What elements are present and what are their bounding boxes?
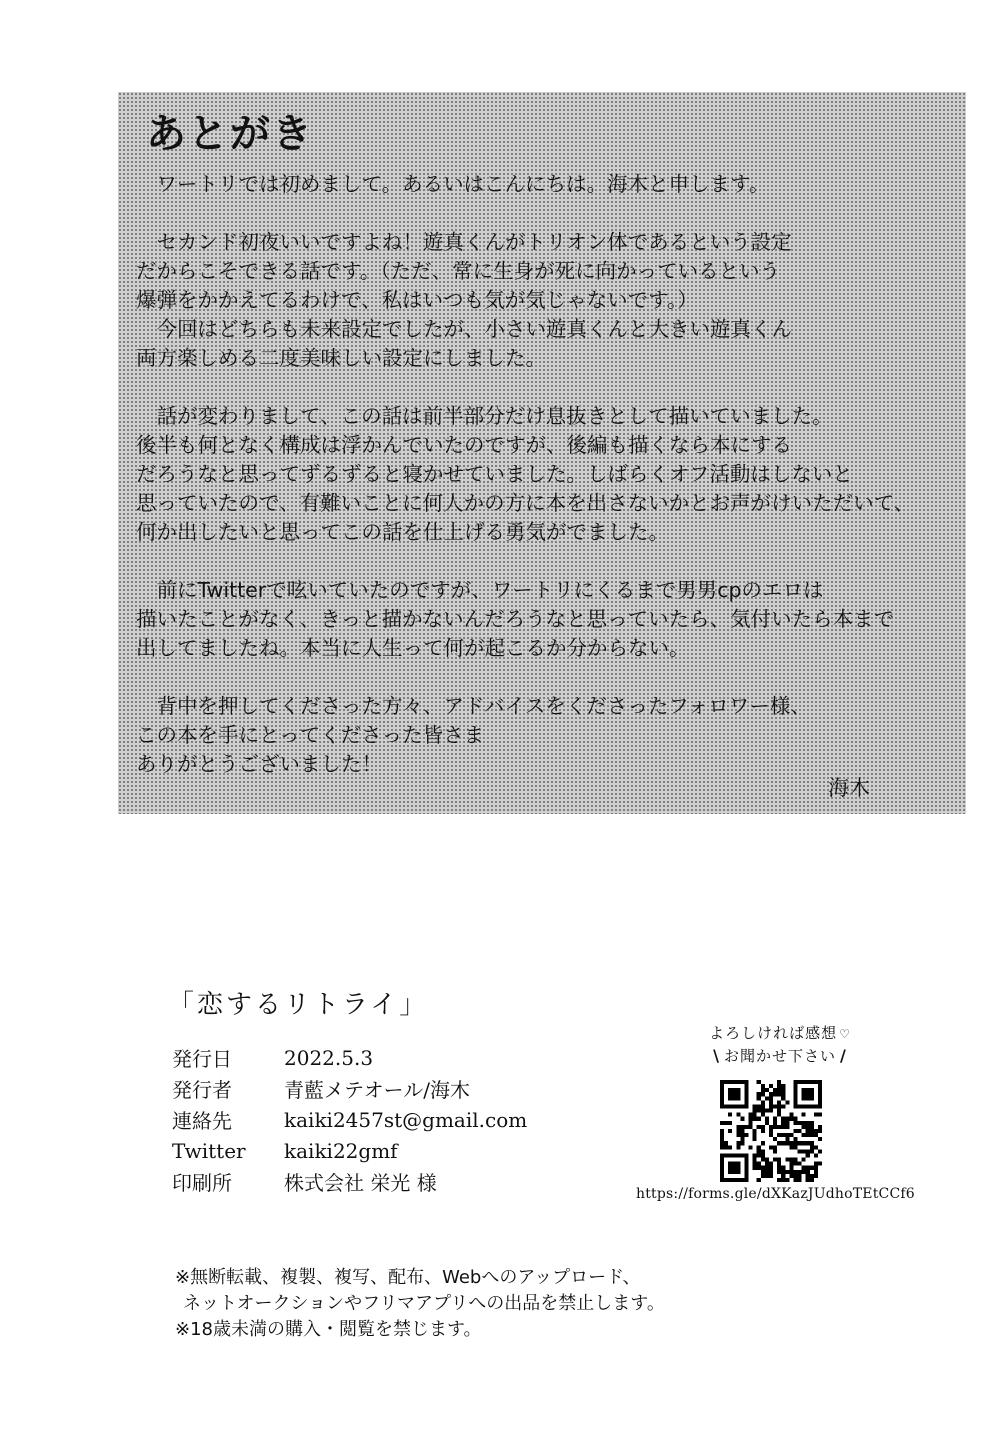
afterword-line: この本を手にとってくださった皆さま (136, 723, 485, 747)
feedback-text-2: お聞かせ下さい (723, 1047, 836, 1065)
emphasis-mark-icon: \ (713, 1046, 720, 1065)
colophon-value: kaiki22gmf (284, 1138, 398, 1163)
notice-line: ※18歳未満の購入・閲覧を禁じます。 (175, 1319, 482, 1340)
afterword-line: 話が変わりまして、この話は前半部分だけ息抜きとして描いていました。 (136, 404, 833, 428)
emphasis-mark-icon: / (840, 1046, 847, 1065)
afterword-paragraph (136, 576, 956, 663)
afterword-signature: 海木 (828, 776, 870, 800)
afterword-line: セカンド初夜いいですよね！遊真くんがトリオン体であるという設定 (136, 230, 792, 254)
colophon-value: 2022.5.3 (284, 1045, 374, 1070)
afterword-line: 後半も何となく構成は浮かんでいたのですが、後編も描くなら本にする (136, 433, 792, 457)
afterword-line: だからこそできる話です。（ただ、常に生身が死に向かっているという (136, 259, 781, 283)
afterword-body (136, 170, 956, 808)
feedback-prompt (690, 1022, 870, 1067)
colophon-label: 印刷所 (172, 1171, 232, 1195)
afterword-line: 描いたことがなく、きっと描かないんだろうなと思っていたら、気付いたら本まで (136, 607, 895, 631)
feedback-url[interactable]: https://forms.gle/dXKazJUdhoTEtCCf6 (636, 1186, 915, 1202)
afterword-line: 前にTwitterで呟いていたのですが、ワートリにくるまで男男cpのエロは (136, 578, 824, 602)
afterword-line: ありがとうございました！ (136, 752, 382, 776)
colophon-row-contact (172, 1104, 527, 1135)
heart-icon: ♡ (839, 1027, 851, 1041)
colophon-value: 株式会社 栄光 様 (284, 1171, 437, 1195)
feedback-line-1 (690, 1022, 870, 1045)
afterword-line: ワートリでは初めまして。あるいはこんにちは。海木と申します。 (136, 172, 770, 196)
colophon-row-twitter (172, 1135, 527, 1166)
colophon-row-publish-date (172, 1042, 527, 1073)
colophon-value: 青藍メテオール/海木 (284, 1078, 470, 1102)
colophon-label: 連絡先 (172, 1109, 232, 1133)
colophon-row-publisher (172, 1073, 527, 1104)
afterword-line: 今回はどちらも未来設定でしたが、小さい遊真くんと大きい遊真くん (136, 317, 792, 341)
colophon-row-printer (172, 1166, 527, 1197)
afterword-title: あとがき (146, 111, 314, 157)
colophon-label: Twitter (172, 1138, 246, 1163)
afterword-line: だろうなと思ってずるずると寝かせていました。しばらくオフ活動はしないと (136, 462, 853, 486)
colophon (172, 1042, 527, 1197)
feedback-line-2 (690, 1045, 870, 1067)
feedback-text-1: よろしければ感想 (709, 1024, 838, 1042)
afterword-paragraph (136, 228, 956, 373)
afterword-line: 背中を押してくださった方々、アドバイスをくださったフォロワー様、 (136, 694, 811, 718)
afterword-line: 思っていたので、有難いことに何人かの方に本を出さないかとお声がけいただいて、 (136, 491, 915, 515)
afterword-line: 爆弾をかかえてるわけで、私はいつも気が気じゃないです。） (136, 288, 698, 312)
notice-line: ※無断転載、複製、複写、配布、Webへのアップロード、 (175, 1267, 641, 1288)
notice-line: ネットオークションやフリマアプリへの出品を禁止します。 (183, 1293, 665, 1314)
afterword-paragraph (136, 692, 956, 779)
colophon-label: 発行日 (172, 1047, 232, 1071)
afterword-paragraph (136, 170, 956, 199)
afterword-line: 両方楽しめる二度美味しい設定にしました。 (136, 346, 546, 370)
colophon-value: kaiki2457st@gmail.com (284, 1107, 528, 1132)
colophon-label: 発行者 (172, 1078, 232, 1102)
notices (175, 1265, 665, 1343)
qr-code-icon[interactable] (720, 1080, 822, 1182)
afterword-line: 出してましたね。本当に人生って何が起こるか分からない。 (136, 636, 690, 660)
afterword-paragraph (136, 402, 956, 547)
book-title: 「恋するリトライ」 (168, 990, 429, 1020)
afterword-line: 何か出したいと思ってこの話を仕上げる勇気がでました。 (136, 520, 669, 544)
